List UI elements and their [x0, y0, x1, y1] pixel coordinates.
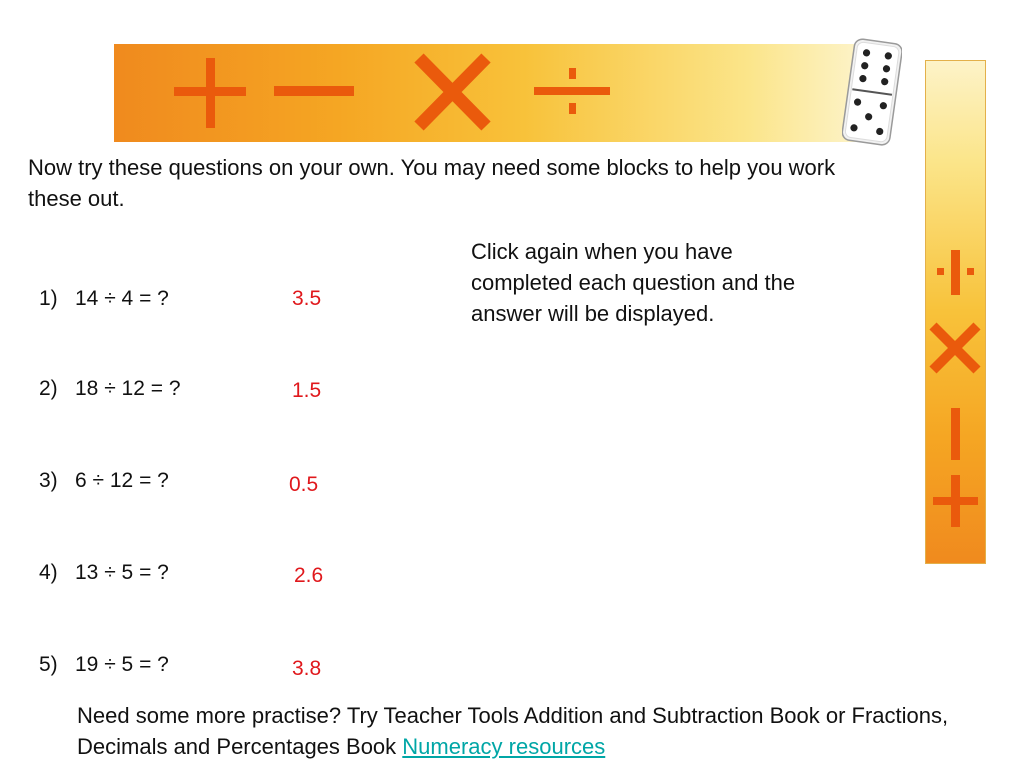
side-operator-strip	[925, 60, 986, 564]
question-number: 2)	[39, 377, 58, 400]
question-text: 14 ÷ 4 = ?	[75, 287, 169, 310]
domino-image	[842, 38, 902, 148]
question-text: 19 ÷ 5 = ?	[75, 653, 169, 676]
question-text: 6 ÷ 12 = ?	[75, 469, 169, 492]
numeracy-resources-link[interactable]: Numeracy resources	[402, 734, 606, 759]
operator-strip	[114, 44, 860, 142]
side-banner	[925, 60, 986, 564]
question-number: 1)	[39, 287, 58, 310]
minus-icon	[951, 408, 960, 460]
question-5	[39, 652, 169, 678]
instruction-hint: Click again when you have completed each question and the answer will be displayed.	[471, 239, 796, 326]
footer-message: Need some more practise? Try Teacher Tools Addition and Subtraction Book or Fractions, Decimals and Percentages Book	[77, 703, 949, 759]
times-icon	[933, 326, 977, 370]
plus-icon	[933, 475, 978, 527]
footer-text	[77, 700, 957, 762]
minus-icon	[274, 86, 354, 96]
top-banner	[114, 44, 860, 142]
divide-icon	[937, 250, 974, 295]
question-2	[39, 376, 181, 402]
question-text: 13 ÷ 5 = ?	[75, 561, 169, 584]
intro-text: Now try these questions on your own. You may need some blocks to help you work these out.	[28, 155, 836, 211]
times-icon	[419, 58, 486, 126]
question-number: 4)	[39, 561, 58, 584]
question-text: 18 ÷ 12 = ?	[75, 377, 181, 400]
answer-1: 3.5	[292, 287, 322, 310]
question-number: 5)	[39, 653, 58, 676]
question-4	[39, 560, 169, 586]
divide-icon	[534, 68, 610, 114]
question-1	[39, 286, 169, 312]
answer-2: 1.5	[292, 379, 322, 402]
question-number: 3)	[39, 469, 58, 492]
answer-4: 2.6	[294, 564, 324, 587]
question-3	[39, 468, 169, 494]
answer-5: 3.8	[292, 657, 322, 680]
answer-3: 0.5	[289, 473, 319, 496]
plus-icon	[174, 58, 246, 128]
